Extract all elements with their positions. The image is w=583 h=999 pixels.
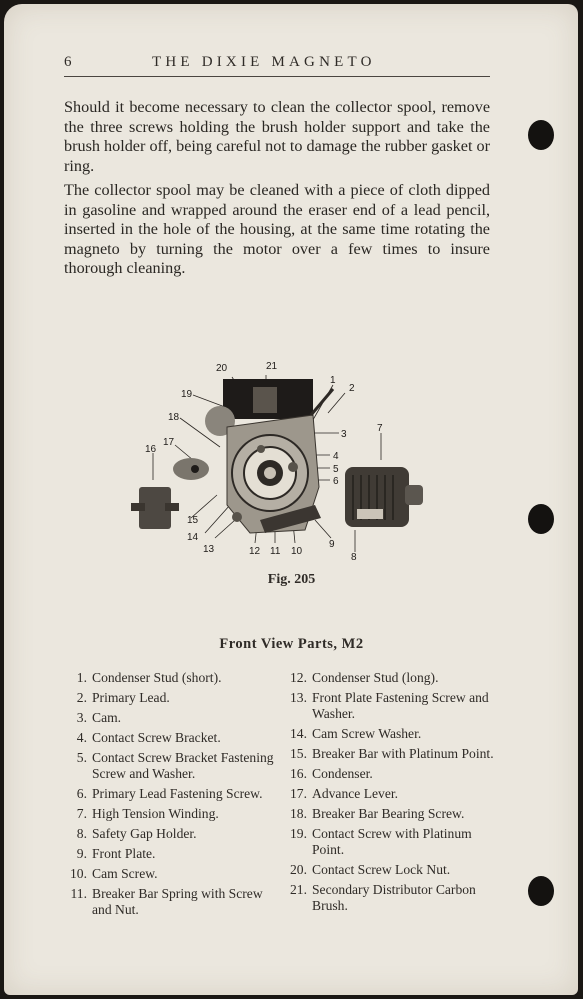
part-number: 9. [76,846,87,861]
callout-3: 3 [341,429,347,440]
callout-2: 2 [349,383,355,394]
callout-19: 19 [181,389,193,400]
part-description: High Tension Winding. [92,806,219,821]
parts-list-title: Front View Parts, M2 [219,636,364,652]
part-description: Condenser. [312,766,373,781]
figure-caption: Fig. 205 [267,572,316,587]
callout-7: 7 [377,423,383,434]
part-number: 16. [290,766,307,781]
part-description: Breaker Bar Bearing Screw. [312,806,465,821]
callout-11: 11 [270,546,281,557]
part-description: Secondary Distributor Carbon Brush. [312,882,476,913]
callout-20: 20 [216,363,228,374]
binder-hole-middle [528,504,554,534]
part-number: 13. [290,690,307,705]
callout-6: 6 [333,476,339,487]
part-item [287,806,497,822]
page-header [64,54,490,77]
part-description: Primary Lead. [92,690,170,705]
part-number: 11. [70,886,87,901]
part-number: 15. [290,746,307,761]
part-item [287,690,497,722]
parts-list-right [287,670,497,918]
part-number: 3. [76,710,87,725]
callout-5: 5 [333,464,339,475]
part-description: Front Plate Fastening Screw and Washer. [312,690,489,721]
callout-8: 8 [351,552,357,563]
part-description: Front Plate. [92,846,156,861]
part-item [67,710,277,726]
page-number: 6 [64,54,72,70]
callout-15: 15 [187,515,199,526]
part-number: 21. [290,882,307,897]
part-description: Primary Lead Fastening Screw. [92,786,263,801]
callout-10: 10 [291,546,303,557]
part-description: Contact Screw Lock Nut. [312,862,451,877]
part-number: 1. [76,670,87,685]
part-description: Contact Screw Bracket. [92,730,221,745]
part-number: 7. [76,806,87,821]
part-description: Condenser Stud (short). [92,670,222,685]
part-item [67,826,277,842]
callout-12: 12 [249,546,261,557]
part-description: Breaker Bar Spring with Screw and Nut. [92,886,263,917]
part-item [67,866,277,882]
part-number: 5. [76,750,87,765]
parts-list-left [67,670,277,922]
part-number: 18. [290,806,307,821]
part-number: 2. [76,690,87,705]
part-description: Condenser Stud (long). [312,670,439,685]
part-item [67,786,277,802]
part-number: 6. [76,786,87,801]
part-item [67,750,277,782]
part-number: 17. [290,786,307,801]
callout-1: 1 [330,375,336,386]
part-item [287,786,497,802]
part-number: 4. [76,730,87,745]
part-item [287,862,497,878]
part-item [67,690,277,706]
callout-4: 4 [333,451,339,462]
part-item [67,670,277,686]
part-item [287,766,497,782]
binder-hole-bottom [528,876,554,906]
magneto-body-drawing [131,379,423,533]
part-item [287,670,497,686]
part-number: 8. [76,826,87,841]
part-number: 10. [70,866,87,881]
part-number: 20. [290,862,307,877]
part-item [67,806,277,822]
callout-9: 9 [329,539,335,550]
part-description: Breaker Bar with Platinum Point. [312,746,494,761]
callout-13: 13 [203,544,215,555]
callout-21: 21 [266,361,278,372]
magneto-front-view-figure [125,355,435,570]
binder-hole-top [528,120,554,150]
part-item [287,882,497,914]
part-description: Advance Lever. [312,786,399,801]
paragraph-cleaning-method: The collector spool may be cleaned with a piece of cloth dipped in gasoline and wrapped around the eraser end of a lead pencil, inserted in the hole of the housing, at the same time rotating the magneto by turning the motor over a few times to insure thorough cleaning. [64,181,490,278]
part-description: Contact Screw with Platinum Point. [312,826,472,857]
callout-14: 14 [187,532,199,543]
part-description: Cam Screw. [92,866,158,881]
part-number: 14. [290,726,307,741]
callout-18: 18 [168,412,180,423]
part-item [287,746,497,762]
part-description: Contact Screw Bracket Fastening Screw and Washer. [92,750,274,781]
part-item [287,726,497,742]
part-description: Safety Gap Holder. [92,826,197,841]
running-title: THE DIXIE MAGNETO [152,54,376,70]
part-number: 12. [290,670,307,685]
part-item [67,730,277,746]
part-item [67,886,277,918]
part-description: Cam. [92,710,122,725]
part-number: 19. [290,826,307,841]
callout-16: 16 [145,444,157,455]
part-item [67,846,277,862]
part-item [287,826,497,858]
callout-17: 17 [163,437,175,448]
part-description: Cam Screw Washer. [312,726,422,741]
paragraph-cleaning-intro: Should it become necessary to clean the collector spool, remove the three screws holding the brush holder support and take the brush holder off, being careful not to damage the rubber gasket or ring. [64,98,490,175]
